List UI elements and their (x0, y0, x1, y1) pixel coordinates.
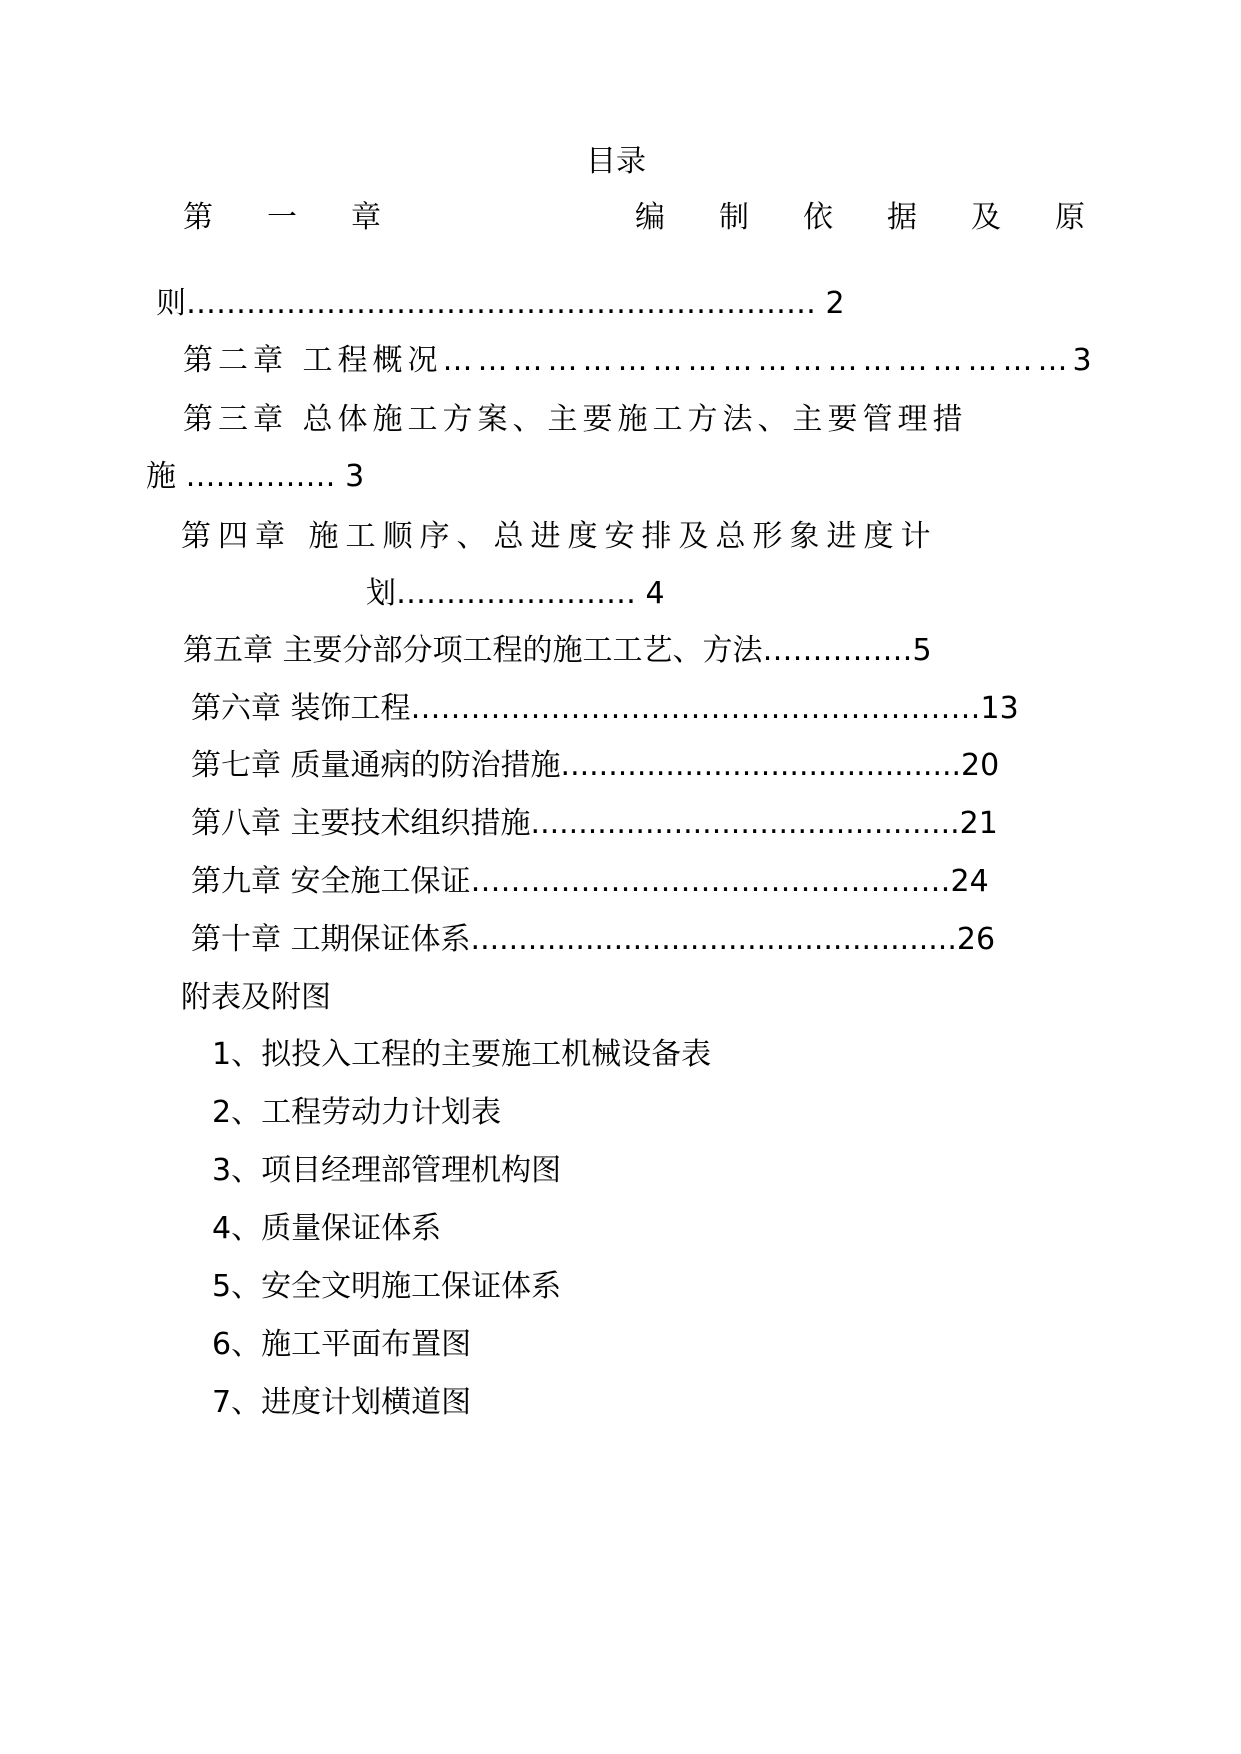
appendix-heading: 附表及附图 (181, 980, 331, 1015)
appendix-item: 4、质量保证体系 (212, 1211, 442, 1246)
toc-ch4-line1: 第四章 施工顺序、总进度安排及总形象进度计 (181, 519, 938, 554)
ch1-char: 及 (971, 200, 1001, 235)
appendix-item: 1、拟投入工程的主要施工机械设备表 (212, 1037, 712, 1072)
ch1-char: 依 (803, 200, 833, 235)
ch1-char: 编 (635, 200, 665, 235)
toc-ch3-line2: 施 …………… 3 (146, 459, 365, 494)
appendix-item: 3、项目经理部管理机构图 (212, 1153, 562, 1188)
toc-ch6: 第六章 装饰工程…………………………………………………13 (191, 691, 1019, 726)
toc-ch1-line1 (183, 198, 1085, 238)
appendix-item: 7、进度计划横道图 (212, 1385, 472, 1420)
toc-ch4-line2: 划…………………… 4 (366, 576, 665, 611)
ch1-char: 章 (351, 200, 381, 235)
appendix-item: 5、安全文明施工保证体系 (212, 1269, 562, 1304)
toc-ch1-line2: 则……………………………………………………… 2 (156, 286, 845, 321)
ch1-char: 一 (267, 200, 297, 235)
toc-ch8: 第八章 主要技术组织措施.............................................21 (191, 806, 998, 841)
toc-ch3-line1: 第三章 总体施工方案、主要施工方法、主要管理措 (183, 402, 968, 437)
ch1-char: 第 (183, 200, 213, 235)
ch1-char: 原 (1055, 200, 1085, 235)
toc-ch7: 第七章 质量通病的防治措施..........................................20 (191, 748, 1000, 783)
toc-ch5: 第五章 主要分部分项工程的施工工艺、方法……………5 (183, 633, 932, 668)
appendix-item: 6、施工平面布置图 (212, 1327, 472, 1362)
toc-title: 目录 (586, 144, 646, 179)
ch1-char: 制 (719, 200, 749, 235)
toc-ch2: 第二章 工程概况………………………………………………3 (183, 343, 1097, 378)
appendix-item: 2、工程劳动力计划表 (212, 1095, 502, 1130)
toc-ch10: 第十章 工期保证体系...................................................26 (191, 922, 996, 957)
ch1-char: 据 (887, 200, 917, 235)
toc-ch9: 第九章 安全施工保证…………………………………………24 (191, 864, 989, 899)
